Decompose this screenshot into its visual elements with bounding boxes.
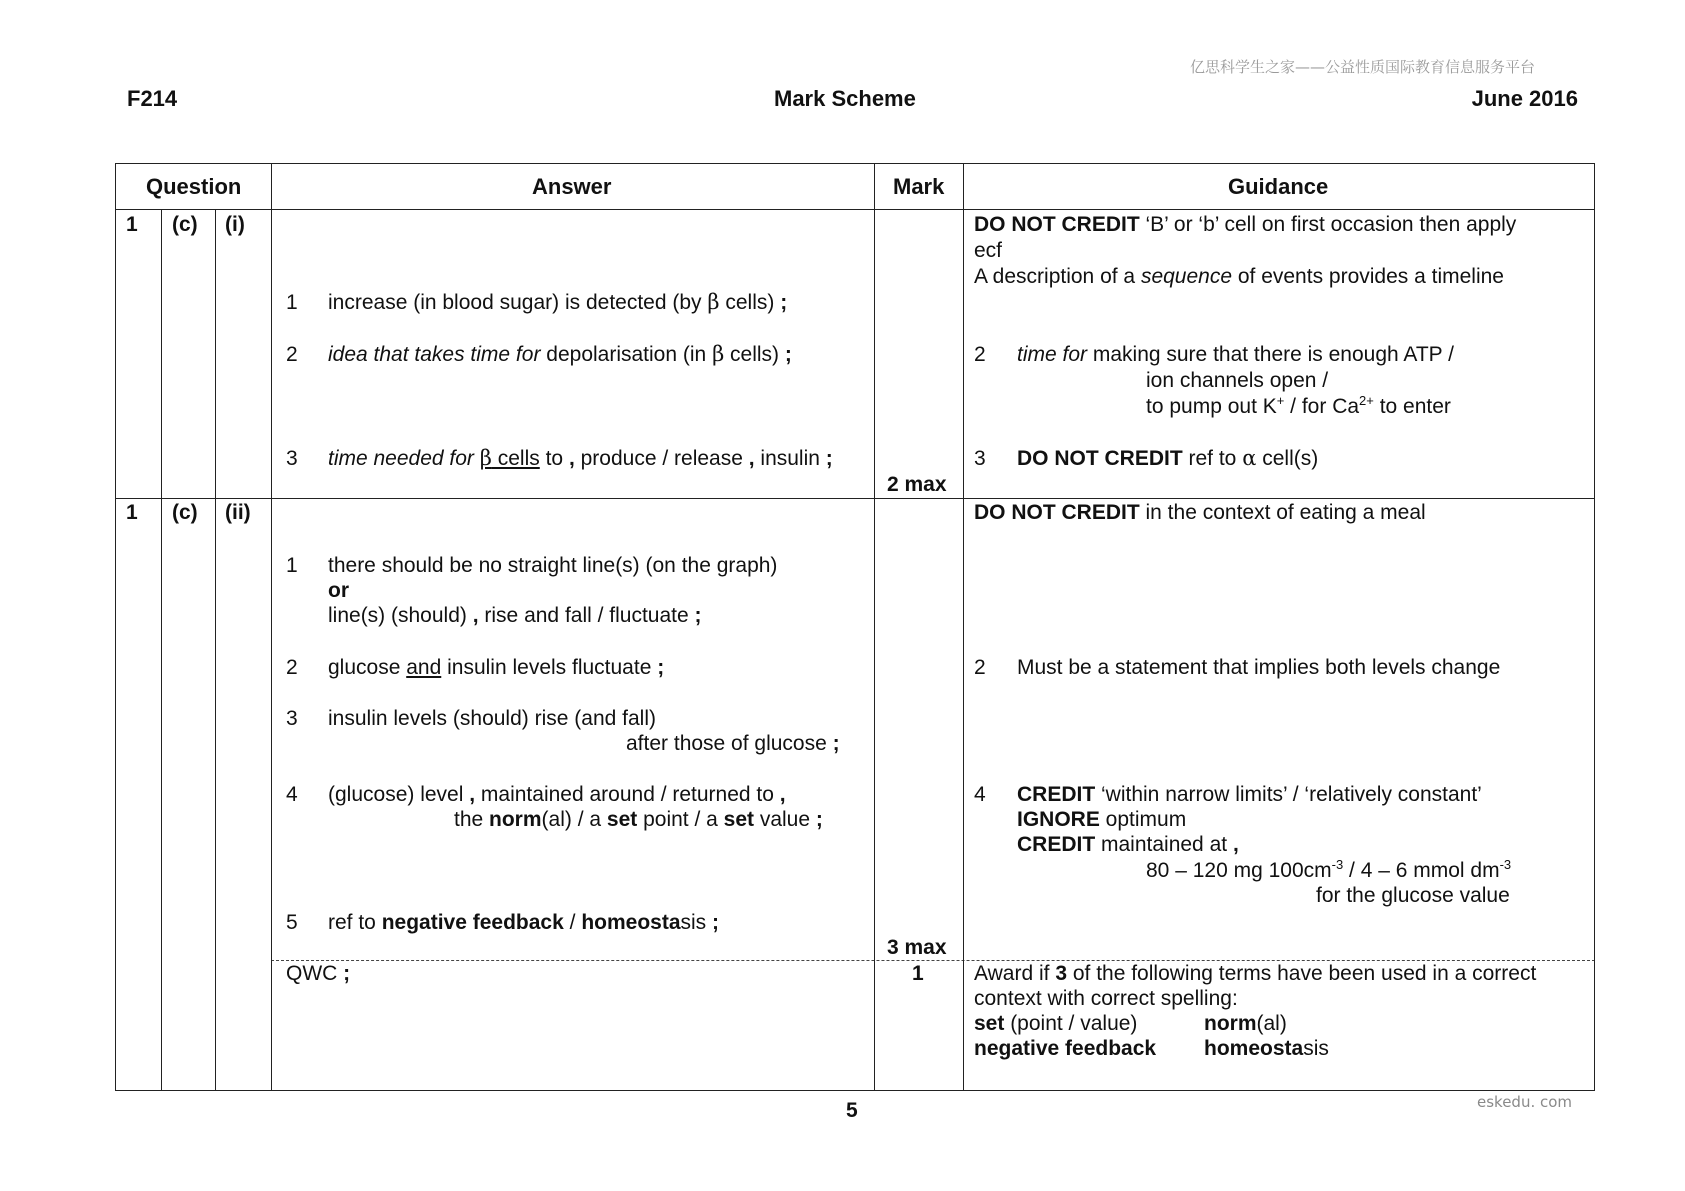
- site-watermark: eskedu. com: [1477, 1093, 1573, 1111]
- answer-line: after those of glucose ;: [626, 732, 840, 755]
- guidance-point-number: 2: [974, 656, 986, 679]
- col-divider-guidance: [963, 163, 964, 1091]
- max-mark: 2 max: [887, 473, 947, 496]
- table-border-top: [115, 163, 1595, 164]
- col-header-question: Question: [146, 174, 242, 199]
- guidance-line: CREDIT maintained at ,: [1017, 833, 1239, 856]
- col-header-mark: Mark: [893, 174, 945, 199]
- col-divider-answer: [271, 163, 272, 1091]
- guidance-line: 80 – 120 mg $100cm^{-3} / 4 - 6$ mmol $dm^{-3}$: [1146, 857, 1512, 882]
- guidance-line: to pump out K+ / for $Ca^{2+}$ to enter: [1146, 393, 1451, 418]
- paper-code: F214: [127, 86, 178, 111]
- answer-point-2: glucose and insulin levels fluctuate ;: [328, 656, 665, 679]
- guidance-point-number: 3: [974, 447, 986, 470]
- guidance-point-3: DO NOT CREDIT ref to α cell(s): [1017, 446, 1319, 470]
- col-divider-mark: [874, 163, 875, 1091]
- guidance-point-2: Must be a statement that implies both levels change: [1017, 656, 1501, 679]
- answer-point-number: 1: [286, 554, 298, 577]
- watermark-text: 亿思科学生之家——公益性质国际教育信息服务平台: [1190, 58, 1536, 76]
- answer-or: or: [328, 579, 349, 602]
- answer-point-2: idea that takes time for depolarisation (in β cells) ;: [328, 342, 792, 366]
- max-mark: 3 max: [887, 936, 947, 959]
- answer-point-1: there should be no straight line(s) (on the graph): [328, 554, 778, 577]
- guidance-line: context with correct spelling:: [974, 987, 1238, 1010]
- guidance-line: ecf: [974, 239, 1003, 262]
- answer-point-number: 3: [286, 447, 298, 470]
- guidance-line: IGNORE optimum: [1017, 808, 1187, 831]
- qwc-guidance: Award if 3 of the following terms have been used in a correct: [974, 962, 1537, 985]
- answer-point-1: increase (in blood sugar) is detected (by β cells) ;: [328, 290, 788, 314]
- answer-line: line(s) (should) , rise and fall / fluctuate ;: [328, 604, 702, 627]
- question-subpart: (i): [225, 213, 245, 236]
- col-divider-part: [161, 209, 162, 1091]
- answer-point-3: time needed for β cells to , produce / release , insulin ;: [328, 446, 833, 470]
- guidance-line: DO NOT CREDIT in the context of eating a meal: [974, 501, 1426, 524]
- beta-symbol: β: [712, 342, 725, 366]
- answer-point-number: 4: [286, 783, 298, 806]
- table-border-bottom: [115, 1090, 1595, 1091]
- answer-point-5: ref to negative feedback / homeostasis ;: [328, 911, 719, 934]
- page-title: Mark Scheme: [774, 86, 916, 111]
- exam-session: June 2016: [1471, 86, 1578, 111]
- header-divider: [115, 209, 1595, 210]
- qwc-mark: 1: [912, 962, 924, 985]
- col-border-right: [1594, 163, 1595, 1091]
- col-header-answer: Answer: [532, 174, 612, 199]
- guidance-line: for the glucose value: [1316, 884, 1510, 907]
- answer-point-number: 3: [286, 707, 298, 730]
- question-part: (c): [172, 501, 198, 524]
- guidance-line: ion channels open /: [1146, 369, 1329, 392]
- answer-point-number: 2: [286, 656, 298, 679]
- guidance-point-number: 2: [974, 343, 986, 366]
- answer-line: the norm(al) / a set point / a set value ;: [454, 808, 823, 831]
- question-number: 1: [126, 501, 138, 524]
- col-divider-sub: [215, 209, 216, 1091]
- answer-point-number: 1: [286, 291, 298, 314]
- guidance-line: A description of a sequence of events provides a timeline: [974, 265, 1504, 288]
- alpha-symbol: α: [1242, 446, 1257, 470]
- question-subpart: (ii): [225, 501, 251, 524]
- question-part: (c): [172, 213, 198, 236]
- beta-symbol: β: [479, 446, 492, 470]
- guidance-point-number: 4: [974, 783, 986, 806]
- qwc-label: QWC ;: [286, 962, 351, 985]
- row-divider: [115, 498, 1595, 499]
- qwc-term: norm(al): [1204, 1012, 1287, 1035]
- question-number: 1: [126, 213, 138, 236]
- qwc-term: homeostasis: [1204, 1037, 1329, 1060]
- answer-point-3: insulin levels (should) rise (and fall): [328, 707, 656, 730]
- page-number: 5: [846, 1099, 858, 1122]
- guidance-line: DO NOT CREDIT ‘B’ or ‘b’ cell on first occasion then apply: [974, 213, 1517, 236]
- col-header-guidance: Guidance: [1228, 174, 1329, 199]
- qwc-term: negative feedback: [974, 1037, 1157, 1060]
- answer-point-number: 5: [286, 911, 298, 934]
- guidance-point-2: time for making sure that there is enough ATP /: [1017, 343, 1454, 366]
- qwc-term: set (point / value): [974, 1012, 1138, 1035]
- beta-symbol: β: [707, 290, 720, 314]
- answer-point-number: 2: [286, 343, 298, 366]
- guidance-point-4: CREDIT ‘within narrow limits’ / ‘relatively constant’: [1017, 783, 1482, 806]
- answer-point-4: (glucose) level , maintained around / returned to ,: [328, 783, 786, 806]
- col-border-left: [115, 163, 116, 1091]
